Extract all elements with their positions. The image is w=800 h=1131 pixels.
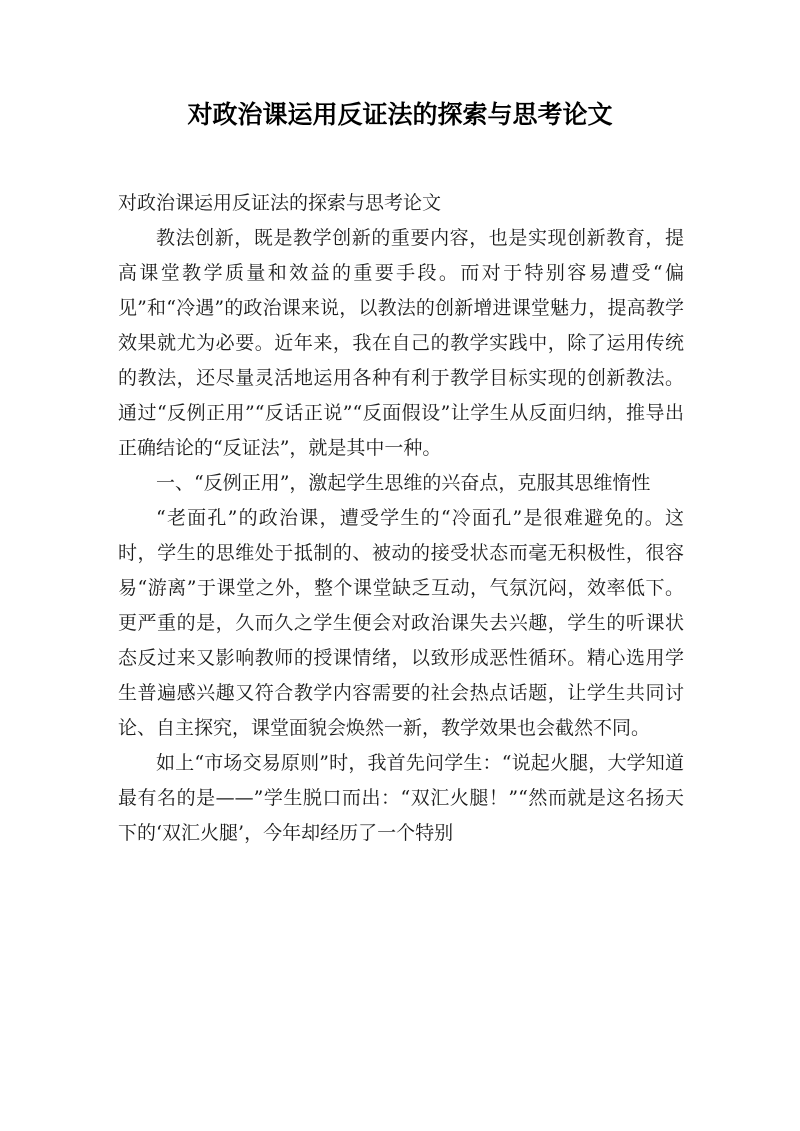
document-title: 对政治课运用反证法的探索与思考论文 (187, 100, 613, 129)
section-heading-1: 一、“反例正用”，激起学生思维的兴奋点，克服其思维惰性 (156, 472, 651, 494)
paragraph-intro: 教法创新，既是教学创新的重要内容，也是实现创新教育，提高课堂教学质量和效益的重要手段。而对于特别容易遭受“偏见”和“冷遇”的政治课来说，以教法的创新增进课堂魅力，提高教学效果就尤为必要。近年来，我在自己的教学实践中，除了运用传统的教法，还尽量灵活地运用各种有利于教学目标实现的创新教法。通过“反例正用”“反话正说”“反面假设”让学生从反面归纳，推导出正确结论的“反证法”，就是其中一种。 (118, 227, 684, 459)
document-body (118, 186, 684, 851)
paragraph-subtitle: 对政治课运用反证法的探索与思考论文 (118, 192, 442, 214)
paragraph-example: 如上“市场交易原则”时，我首先问学生：“说起火腿，大学知道最有名的是——”学生脱口而出：“双汇火腿！”“然而就是这名扬天下的‘双汇火腿’，今年却经历了一个特别 (118, 752, 684, 844)
paragraph-section-1: “老面孔”的政治课，遭受学生的“冷面孔”是很难避免的。这时，学生的思维处于抵制的、被动的接受状态而毫无积极性，很容易“游离”于课堂之外，整个课堂缺乏互动，气氛沉闷，效率低下。更严重的是，久而久之学生便会对政治课失去兴趣，学生的听课状态反过来又影响教师的授课情绪，以致形成恶性循环。精心选用学生普遍感兴趣又符合教学内容需要的社会热点话题，让学生共同讨论、自主探究，课堂面貌会焕然一新，教学效果也会截然不同。 (118, 507, 684, 739)
